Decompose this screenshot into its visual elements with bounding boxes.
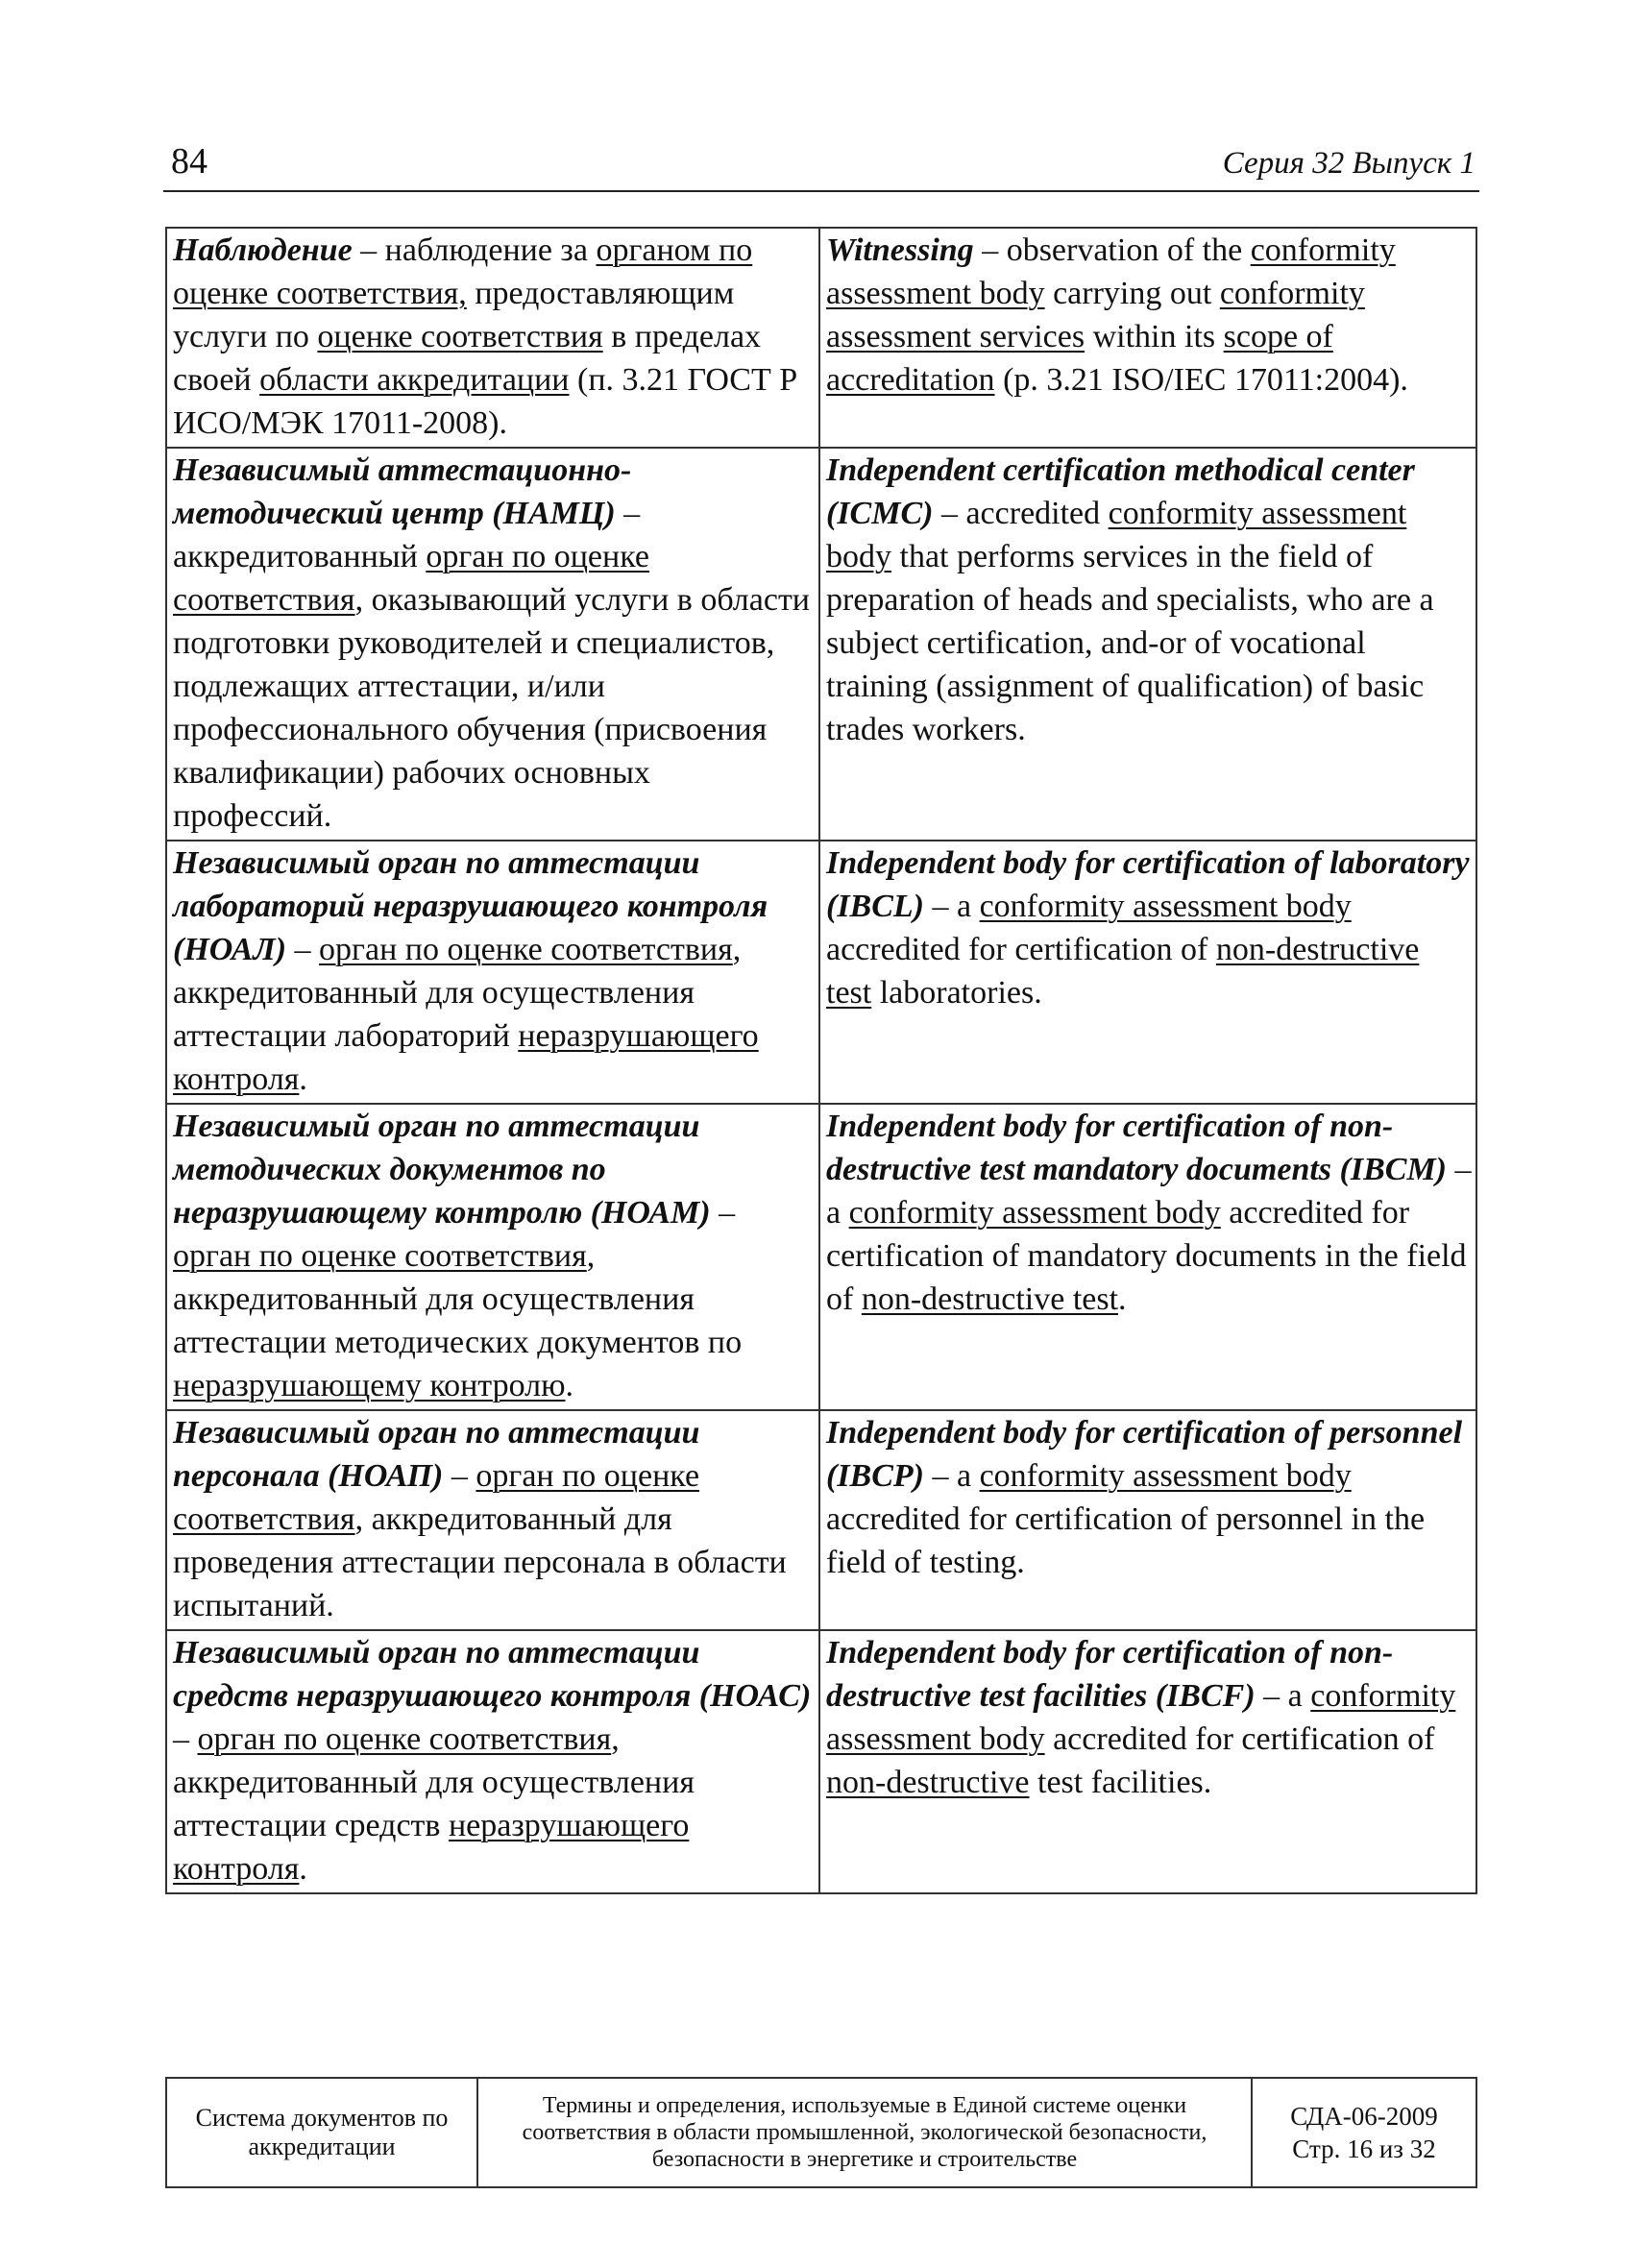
term-row	[166, 1630, 1476, 1893]
underlined-reference: области аккредитации	[259, 362, 570, 398]
underlined-reference: non-destructive test	[826, 932, 1420, 1011]
definition-text: , аккредитованный для осуществления аттестации лабораторий	[173, 932, 742, 1054]
term-row	[166, 228, 1476, 448]
underlined-reference: conformity assessment body	[826, 1678, 1456, 1757]
underlined-reference: conformity assessment services	[826, 276, 1365, 354]
term-name: Independent certification methodical center (ICMC)	[826, 452, 1415, 531]
definition-text: –	[173, 1721, 198, 1757]
underlined-reference: conformity assessment body	[979, 889, 1352, 924]
term-definition-en	[819, 1410, 1476, 1630]
term-name: Независимый орган по аттестации методических документов по неразрушающему контролю (НОАМ)	[173, 1109, 711, 1231]
definition-text: within its	[1085, 319, 1224, 354]
definition-text: laboratories.	[871, 975, 1042, 1011]
definition-text: (p. 3.21 ISO/IEC 17011:2004).	[994, 362, 1408, 398]
footer-code-cell	[1252, 2078, 1476, 2187]
definition-text: – a	[1255, 1678, 1311, 1714]
term-row	[166, 1104, 1476, 1410]
definition-text: carrying out	[1044, 276, 1220, 311]
underlined-reference: conformity assessment body	[979, 1458, 1352, 1494]
footer-page-count: Стр. 16 из 32	[1292, 2134, 1436, 2163]
definition-text: accredited for certification of personnel in the field of testing.	[826, 1501, 1426, 1580]
footer-table	[165, 2077, 1477, 2188]
definition-text: .	[299, 1061, 307, 1097]
underlined-reference: conformity assessment body	[848, 1195, 1221, 1231]
definition-text: – observation of the	[973, 232, 1251, 268]
underlined-reference: орган по оценке соответствия	[197, 1721, 612, 1757]
term-definition-en	[819, 1104, 1476, 1410]
term-definition-ru	[166, 228, 819, 448]
definition-text: that performs services in the field of preparation of heads and specialists, who are a subject certification, and-or of vocational training (assignment of qualification) of basic trades workers.	[826, 539, 1434, 747]
term-name: Наблюдение	[173, 232, 353, 268]
series-title: Серия 32 Выпуск 1	[1222, 146, 1475, 181]
definition-text: – a	[924, 1458, 980, 1494]
underlined-reference: неразрушающего контроля	[173, 1808, 690, 1887]
term-row	[166, 1410, 1476, 1630]
underlined-reference: неразрушающего контроля	[173, 1018, 759, 1097]
term-definition-ru	[166, 1630, 819, 1893]
definition-text: .	[1118, 1281, 1127, 1317]
underlined-reference: орган по оценке соответствия	[319, 932, 733, 967]
definition-text: –	[286, 932, 320, 967]
term-name: Independent body for certification of personnel (IBCP)	[826, 1415, 1463, 1494]
definition-text: –	[443, 1458, 476, 1494]
term-row	[166, 448, 1476, 841]
underlined-reference: conformity assessment body	[826, 496, 1407, 574]
underlined-reference: орган по оценке соответствия	[173, 539, 649, 618]
term-definition-en	[819, 841, 1476, 1104]
page-header	[163, 140, 1479, 192]
term-definition-ru	[166, 448, 819, 841]
footer-document-title: Термины и определения, используемые в Единой системе оценки соответствия в области промышленной, экологической безопасности, безопасности в энергетике и строительстве	[477, 2078, 1252, 2187]
underlined-reference: scope of accreditation	[826, 319, 1333, 398]
definition-text: – accredited	[933, 496, 1109, 531]
underlined-reference: органом по оценке соответствия,	[173, 232, 753, 311]
term-name: Independent body for certification of non-destructive test mandatory documents (IBCM)	[826, 1109, 1447, 1187]
underlined-reference: non-destructive test	[861, 1281, 1119, 1317]
definition-text: , оказывающий услуги в области подготовки руководителей и специалистов, подлежащих аттестации, и/или профессионального обучения (присвоения квалификации) рабочих основных профессий.	[173, 582, 811, 834]
term-definition-ru	[166, 1410, 819, 1630]
term-name: Independent body for certification of laboratory (IBCL)	[826, 845, 1470, 924]
term-name: Witnessing	[826, 232, 974, 268]
definition-text: (п. 3.21 ГОСТ Р ИСО/МЭК 17011-2008).	[173, 362, 798, 441]
term-name: Независимый аттестационно-методический центр (НАМЦ)	[173, 452, 632, 531]
definition-text: , аккредитованный для осуществления аттестации методических документов по	[173, 1238, 743, 1360]
underlined-reference: неразрушающему контролю	[173, 1368, 566, 1403]
definition-text: test facilities.	[1029, 1765, 1212, 1800]
definition-text: accredited for certification of mandatory documents in the field of	[826, 1195, 1467, 1317]
terms-table	[165, 227, 1477, 1894]
definition-text: – a	[826, 1152, 1472, 1231]
underlined-reference: оценке соответствия	[317, 319, 603, 354]
definition-text: – наблюдение за	[352, 232, 597, 268]
definition-text: accredited for certification of	[826, 932, 1216, 967]
underlined-reference: conformity assessment body	[826, 232, 1396, 311]
page-number: 84	[171, 141, 207, 182]
term-definition-en	[819, 448, 1476, 841]
definition-text: , аккредитованный для осуществления аттестации средств	[173, 1721, 695, 1843]
term-definition-en	[819, 1630, 1476, 1893]
definition-text: .	[565, 1368, 573, 1403]
definition-text: в пределах своей	[173, 319, 762, 398]
definition-text: –	[710, 1195, 736, 1231]
term-definition-ru	[166, 841, 819, 1104]
term-name: Независимый орган по аттестации средств неразрушающего контроля (НОАС)	[173, 1635, 812, 1714]
definition-text: предоставляющим услуги по	[173, 276, 735, 354]
underlined-reference: non-destructive	[826, 1765, 1030, 1800]
term-definition-ru	[166, 1104, 819, 1410]
underlined-reference: орган по оценке соответствия	[173, 1458, 700, 1537]
definition-text: , аккредитованный для проведения аттестации персонала в области испытаний.	[173, 1501, 787, 1623]
underlined-reference: орган по оценке соответствия	[173, 1238, 587, 1274]
definition-text: .	[299, 1851, 307, 1887]
definition-text: – a	[924, 889, 980, 924]
term-name: Независимый орган по аттестации персонала (НОАП)	[173, 1415, 700, 1494]
definition-text: – аккредитованный	[173, 496, 641, 574]
term-name: Independent body for certification of non-destructive test facilities (IBCF)	[826, 1635, 1394, 1714]
footer-document-code: СДА-06-2009	[1290, 2102, 1438, 2131]
footer-org: Система документов по аккредитации	[166, 2078, 477, 2187]
definition-text: accredited for certification of	[1044, 1721, 1435, 1757]
term-row	[166, 841, 1476, 1104]
term-name: Независимый орган по аттестации лабораторий неразрушающего контроля (НОАЛ)	[173, 845, 768, 967]
term-definition-en	[819, 228, 1476, 448]
